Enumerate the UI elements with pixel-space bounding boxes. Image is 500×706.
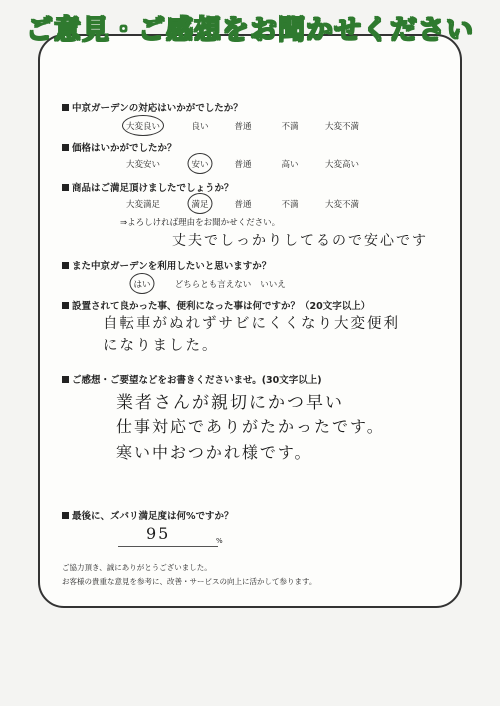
bullet-square-icon bbox=[62, 184, 69, 191]
question-product bbox=[62, 180, 234, 194]
option-price-cheap[interactable]: 安い bbox=[191, 160, 209, 170]
option-product-very-satisfied[interactable]: 大変満足 bbox=[125, 200, 161, 210]
option-price-very-cheap[interactable]: 大変安い bbox=[125, 160, 161, 170]
bullet-square-icon bbox=[62, 512, 69, 519]
option-product-normal[interactable]: 普通 bbox=[234, 200, 252, 210]
question-service-label: 中京ガーデンの対応はいかがでしたか？ bbox=[72, 103, 243, 114]
option-reuse-neither[interactable]: どちらとも言えない bbox=[174, 280, 252, 290]
options-product bbox=[0, 198, 500, 212]
question-price bbox=[62, 140, 177, 154]
option-price-normal[interactable]: 普通 bbox=[234, 160, 252, 170]
bullet-square-icon bbox=[62, 302, 69, 309]
bullet-square-icon bbox=[62, 104, 69, 111]
benefit-answer-line2[interactable]: になりました。 bbox=[103, 338, 219, 354]
bullet-square-icon bbox=[62, 144, 69, 151]
options-reuse bbox=[0, 278, 500, 292]
option-price-expensive[interactable]: 高い bbox=[281, 160, 299, 170]
question-price-label: 価格はいかがでしたか？ bbox=[72, 143, 177, 154]
satisfaction-unit: % bbox=[216, 537, 223, 545]
footer-message: お客様の貴重な意見を参考に、改善・サービスの向上に活かして参ります。 bbox=[62, 577, 317, 586]
question-comments bbox=[62, 372, 322, 386]
option-product-satisfied[interactable]: 満足 bbox=[191, 200, 209, 210]
question-comments-label: ご感想・ご要望などをお書きくださいませ。(30文字以上) bbox=[72, 375, 322, 386]
option-service-dissatisfied[interactable]: 不満 bbox=[281, 122, 299, 132]
options-price bbox=[0, 158, 500, 172]
option-service-very-good[interactable]: 大変良い bbox=[125, 122, 161, 132]
bullet-square-icon bbox=[62, 376, 69, 383]
question-service bbox=[62, 100, 243, 114]
comments-answer-line2[interactable]: 仕事対応でありがたかったです。 bbox=[116, 417, 385, 436]
bullet-square-icon bbox=[62, 262, 69, 269]
option-reuse-no[interactable]: いいえ bbox=[260, 280, 286, 290]
reason-answer[interactable]: 丈夫でしっかりしてるので安心です bbox=[172, 233, 428, 249]
question-reuse bbox=[62, 258, 271, 272]
option-service-normal[interactable]: 普通 bbox=[234, 122, 252, 132]
option-product-very-dissatisfied[interactable]: 大変不満 bbox=[324, 200, 360, 210]
question-satisfaction-label: 最後に、ズバリ満足度は何%ですか？ bbox=[72, 511, 234, 522]
question-satisfaction bbox=[62, 508, 234, 522]
question-product-label: 商品はご満足頂けましたでしょうか？ bbox=[72, 183, 234, 194]
satisfaction-answer-line bbox=[118, 546, 218, 547]
option-reuse-yes[interactable]: はい bbox=[133, 280, 151, 290]
comments-answer-line1[interactable]: 業者さんが親切にかつ早い bbox=[116, 393, 344, 413]
satisfaction-answer[interactable]: 95 bbox=[146, 524, 171, 543]
option-service-good[interactable]: 良い bbox=[191, 122, 209, 132]
question-benefit-label: 設置されて良かった事、便利になった事は何ですか？（20文字以上） bbox=[72, 301, 371, 312]
benefit-answer-line1[interactable]: 自転車がぬれずサビにくくなり大変便利 bbox=[103, 316, 400, 332]
option-product-dissatisfied[interactable]: 不満 bbox=[281, 200, 299, 210]
comments-answer-line3[interactable]: 寒い中おつかれ様です。 bbox=[116, 443, 313, 462]
option-service-very-dissatisfied[interactable]: 大変不満 bbox=[324, 122, 360, 132]
option-price-very-expensive[interactable]: 大変高い bbox=[324, 160, 360, 170]
reason-prompt: ⇒よろしければ理由をお聞かせください。 bbox=[120, 218, 281, 228]
question-benefit bbox=[62, 298, 370, 312]
footer-thanks: ご協力頂き、誠にありがとうございました。 bbox=[62, 563, 212, 572]
survey-title: ご意見・ご感想をお聞かせください bbox=[26, 15, 474, 46]
options-service bbox=[0, 120, 500, 134]
question-reuse-label: また中京ガーデンを利用したいと思いますか？ bbox=[72, 261, 272, 272]
